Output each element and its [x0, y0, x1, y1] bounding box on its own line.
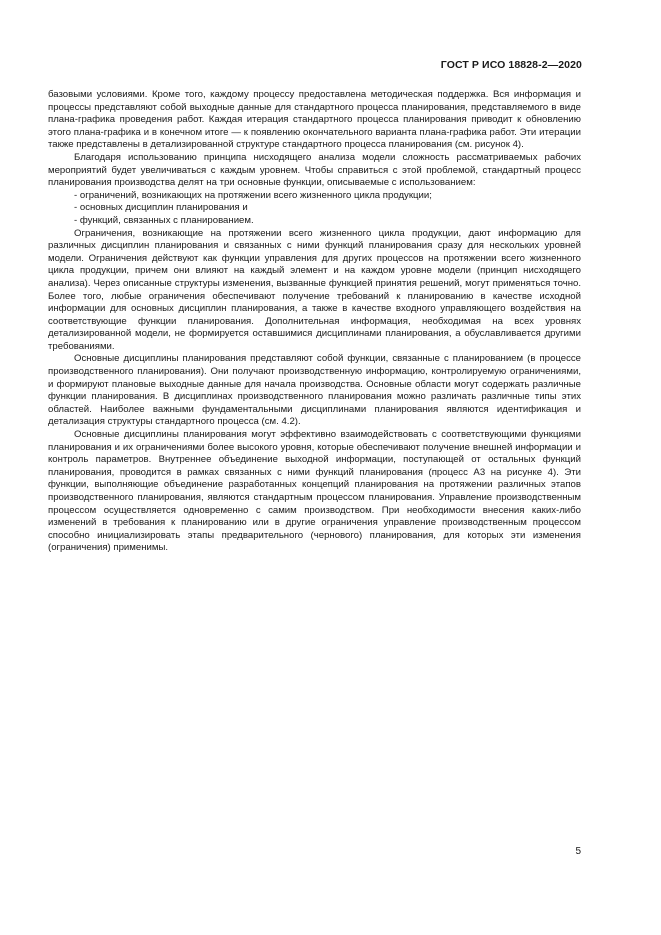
page-number: 5 [575, 846, 581, 857]
paragraph-continuation: базовыми условиями. Кроме того, каждому процессу предоставлена методическая поддержка. Вся информация и процессы представляют собой выходные данные для стандартного процесса планирования, представляемого в виде плана-графика проведения работ. Каждая итерация стандартного процесса планирования приводит к обновлению этого плана-графика и в конечном итоге — к появлению окончательного варианта плана-графика работ. Эти итерации также представлены в детализированной структуре стандартного процесса планирования (см. рисунок 4). [48, 89, 581, 151]
document-body [48, 89, 581, 555]
document-header-code: ГОСТ Р ИСО 18828-2—2020 [440, 59, 582, 71]
list-item-constraints: - ограничений, возникающих на протяжении всего жизненного цикла продукции; [74, 189, 432, 201]
paragraph-planning-disciplines: Основные дисциплины планирования представляют собой функции, связанные с планированием (в процессе производственного планирования). Они получают производственную информацию, контролируемую ограничениями, и формируют плановые выходные данные для начала производства. Основные области могут содержать различные функции планирования. В дисциплинах производственного планирования можно различать различные типы этих областей. Наиболее важными фундаментальными дисциплинами планирования являются идентификация и детализация структуры стандартного процесса (см. 4.2). [48, 353, 581, 428]
list-item-disciplines: - основных дисциплин планирования и [74, 202, 248, 214]
paragraph-top-down-analysis: Благодаря использованию принципа нисходящего анализа модели сложность рассматриваемых рабочих мероприятий будет увеличиваться с каждым уровнем. Чтобы справиться с этой проблемой, стандартный процесс планирования производства делят на три основные функции, описываемые с использованием: [48, 151, 581, 189]
paragraph-interaction: Основные дисциплины планирования могут эффективно взаимодействовать с соответствующими функциями планирования и их ограничениями более высокого уровня, которые обеспечивают получение внешней информации и контроль параметров. Внутреннее объединение выходной информации, поступающей от остальных функций планирования, проводится в рамках связанных с ними функций планирования (процесс А3 на рисунке 4). Эти функции, выполняющие объединение разработанных концепций планирования на протяжении различных этапов производственного планирования, являются стандартным процессом планирования. Управление производственным процессом осуществляется одновременно с самим производством. При необходимости внесения каких-либо изменений в требования к планированию или в другие ограничения управление производственным процессом способно инициализировать этапы предварительного (чернового) планирования, для которых эти изменения (ограничения) применимы. [48, 429, 581, 554]
paragraph-constraints: Ограничения, возникающие на протяжении всего жизненного цикла продукции, дают информацию для различных дисциплин планирования и связанных с ними функций планирования сразу для нескольких уровней модели. Ограничения действуют как функции управления для других процессов на протяжении всего жизненного цикла продукции, причем они влияют на каждый элемент и на каждом уровне модели (принцип нисходящего анализа). Через описанные структуры изменения, вызванные функцией принятия решений, могут применяться точно. Более того, любые ограничения обеспечивают получение требований к планированию в качестве исходной информации для основных дисциплин планирования, а также в качестве входного управляющего воздействия на соответствующие функции планирования. Дополнительная информация, необходимая на всех уровнях детализированной модели, не формируется оставшимися дисциплинами планирования, а обуславливается другими требованиями. [48, 227, 581, 352]
list-item-functions: - функций, связанных с планированием. [74, 214, 254, 226]
